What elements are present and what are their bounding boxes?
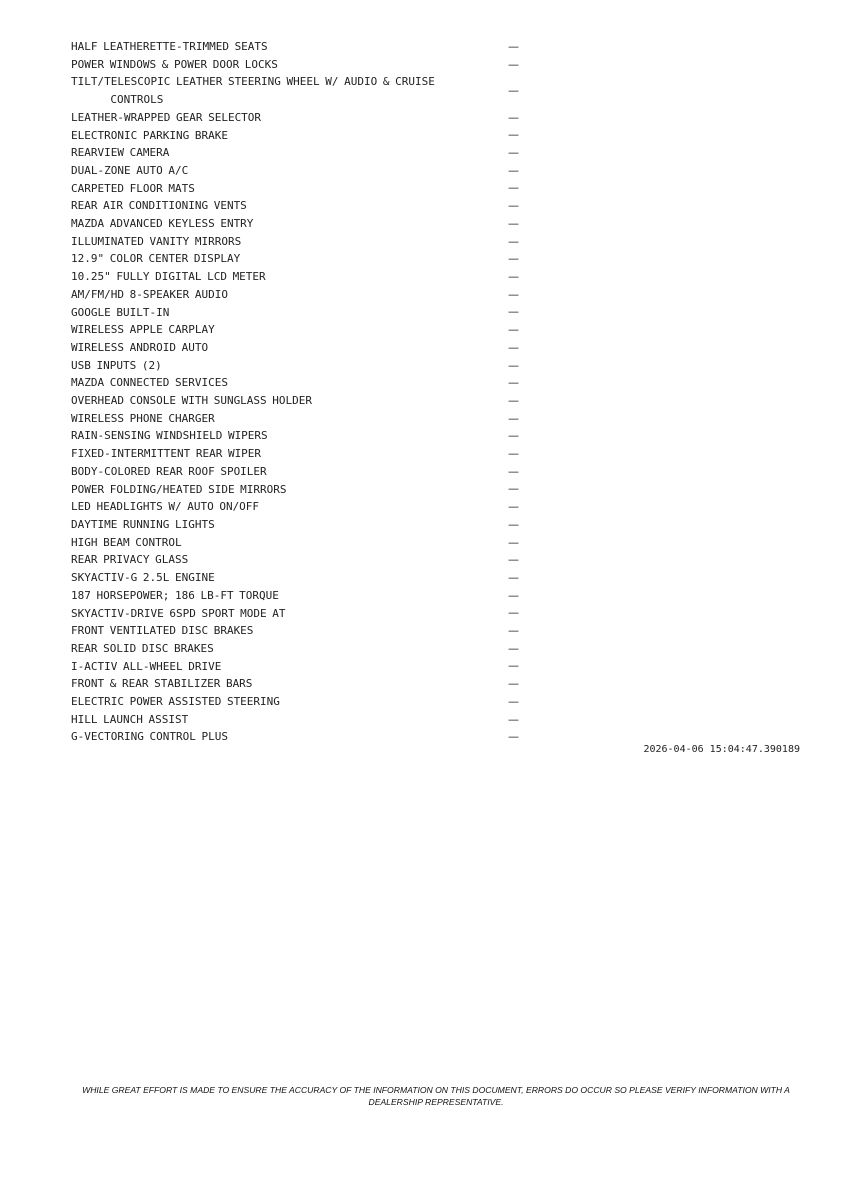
feature-name: I-ACTIV ALL-WHEEL DRIVE	[71, 659, 222, 673]
feature-value: —	[508, 571, 519, 585]
feature-value: —	[508, 376, 519, 390]
feature-name: REAR AIR CONDITIONING VENTS	[71, 199, 247, 213]
feature-name: WIRELESS APPLE CARPLAY	[71, 323, 215, 337]
feature-row	[71, 410, 521, 428]
feature-name: GOOGLE BUILT-IN	[71, 305, 170, 319]
feature-name: FRONT VENTILATED DISC BRAKES	[71, 624, 254, 638]
feature-value: —	[508, 305, 519, 319]
feature-value: —	[508, 252, 519, 266]
feature-value: —	[508, 146, 519, 160]
feature-row	[71, 658, 521, 676]
feature-value: —	[508, 181, 519, 195]
feature-name: MAZDA ADVANCED KEYLESS ENTRY	[71, 217, 254, 231]
feature-row	[71, 534, 521, 552]
feature-name: ELECTRONIC PARKING BRAKE	[71, 128, 228, 142]
feature-value: —	[508, 535, 519, 549]
feature-row	[71, 127, 521, 145]
feature-value: —	[508, 394, 519, 408]
feature-row	[71, 73, 521, 108]
feature-row	[71, 605, 521, 623]
feature-name: 12.9" COLOR CENTER DISPLAY	[71, 252, 241, 266]
feature-name: USB INPUTS (2)	[71, 358, 162, 372]
feature-name: ILLUMINATED VANITY MIRRORS	[71, 234, 242, 248]
feature-value: —	[508, 57, 519, 71]
feature-value: —	[508, 624, 519, 638]
feature-row	[71, 551, 521, 569]
feature-name: REAR SOLID DISC BRAKES	[71, 641, 214, 655]
feature-value: —	[508, 730, 519, 744]
feature-row	[71, 286, 521, 304]
feature-name: REAR PRIVACY GLASS	[71, 553, 189, 567]
feature-value: —	[508, 217, 519, 231]
feature-name: LEATHER-WRAPPED GEAR SELECTOR	[71, 110, 262, 124]
feature-value: —	[508, 199, 519, 213]
feature-value: —	[508, 677, 519, 691]
feature-value: —	[508, 606, 519, 620]
feature-row	[71, 38, 521, 56]
feature-row	[71, 215, 521, 233]
feature-name: CARPETED FLOOR MATS	[71, 181, 195, 195]
feature-name: DUAL-ZONE AUTO A/C	[71, 163, 189, 177]
feature-row	[71, 481, 521, 499]
feature-value: —	[508, 39, 519, 53]
feature-row	[71, 622, 521, 640]
feature-name: ELECTRIC POWER ASSISTED STEERING	[71, 695, 280, 709]
feature-name: DAYTIME RUNNING LIGHTS	[71, 517, 215, 531]
feature-value: —	[508, 588, 519, 602]
feature-name: FIXED-INTERMITTENT REAR WIPER	[71, 447, 262, 461]
feature-row	[71, 392, 521, 410]
feature-name: RAIN-SENSING WINDSHIELD WIPERS	[71, 429, 268, 443]
disclaimer: WHILE GREAT EFFORT IS MADE TO ENSURE THE ACCURACY OF THE INFORMATION ON THIS DOCUMENT, ERRORS DO OCCUR SO PLEASE VERIFY INFORMATION WITH A DEALERSHIP REPRESENTATIVE.	[82, 1085, 790, 1107]
feature-value: —	[508, 447, 519, 461]
feature-name: POWER FOLDING/HEATED SIDE MIRRORS	[71, 482, 287, 496]
feature-value: —	[508, 411, 519, 425]
feature-value: —	[508, 553, 519, 567]
feature-row	[71, 56, 521, 74]
feature-row	[71, 339, 521, 357]
feature-row	[71, 498, 521, 516]
feature-name: AM/FM/HD 8-SPEAKER AUDIO	[71, 287, 228, 301]
feature-row	[71, 374, 521, 392]
feature-row	[71, 640, 521, 658]
feature-value: —	[508, 323, 519, 337]
feature-row	[71, 109, 521, 127]
feature-value: —	[508, 270, 519, 284]
feature-value: —	[508, 340, 519, 354]
feature-row	[71, 321, 521, 339]
feature-name: POWER WINDOWS & POWER DOOR LOCKS	[71, 57, 278, 71]
feature-name: WIRELESS PHONE CHARGER	[71, 411, 215, 425]
feature-name: MAZDA CONNECTED SERVICES	[71, 376, 228, 390]
feature-row	[71, 711, 521, 729]
feature-value: —	[508, 712, 519, 726]
feature-value: —	[508, 517, 519, 531]
feature-name: HILL LAUNCH ASSIST	[71, 712, 189, 726]
feature-name: OVERHEAD CONSOLE WITH SUNGLASS HOLDER	[71, 394, 313, 408]
feature-row	[71, 445, 521, 463]
feature-name: HALF LEATHERETTE-TRIMMED SEATS	[71, 40, 268, 53]
feature-row	[71, 569, 521, 587]
feature-name: FRONT & REAR STABILIZER BARS	[71, 677, 253, 691]
feature-value: —	[508, 234, 519, 248]
feature-row	[71, 304, 521, 322]
feature-row	[71, 233, 521, 251]
feature-name: HIGH BEAM CONTROL	[71, 535, 182, 549]
feature-row	[71, 180, 521, 198]
feature-row	[71, 250, 521, 268]
feature-row	[71, 197, 521, 215]
feature-value: —	[508, 110, 519, 124]
feature-name: G-VECTORING CONTROL PLUS	[71, 730, 228, 744]
feature-value: —	[508, 128, 519, 142]
feature-row	[71, 463, 521, 481]
feature-list	[71, 38, 521, 746]
feature-value: —	[508, 500, 519, 514]
feature-value: —	[508, 695, 519, 709]
feature-row	[71, 675, 521, 693]
feature-row	[71, 693, 521, 711]
feature-name: 10.25" FULLY DIGITAL LCD METER	[71, 270, 266, 284]
feature-value: —	[508, 429, 519, 443]
feature-value: —	[508, 659, 519, 673]
feature-name: SKYACTIV-G 2.5L ENGINE	[71, 571, 215, 585]
feature-name: REARVIEW CAMERA	[71, 146, 170, 160]
feature-row	[71, 162, 521, 180]
feature-name: SKYACTIV-DRIVE 6SPD SPORT MODE AT	[71, 606, 286, 620]
feature-value: —	[508, 84, 519, 98]
feature-name: LED HEADLIGHTS W/ AUTO ON/OFF	[71, 500, 260, 514]
feature-value: —	[508, 163, 519, 177]
feature-name: TILT/TELESCOPIC LEATHER STEERING WHEEL W/ AUDIO & CRUISE CONTROLS	[71, 75, 435, 107]
timestamp: 2026-04-06 15:04:47.390189	[643, 744, 800, 755]
feature-row	[71, 357, 521, 375]
feature-value: —	[508, 287, 519, 301]
feature-value: —	[508, 641, 519, 655]
feature-value: —	[508, 482, 519, 496]
feature-row	[71, 427, 521, 445]
feature-row	[71, 587, 521, 605]
feature-value: —	[508, 358, 519, 372]
feature-name: BODY-COLORED REAR ROOF SPOILER	[71, 464, 267, 478]
feature-row	[71, 268, 521, 286]
feature-row	[71, 728, 521, 746]
feature-name: WIRELESS ANDROID AUTO	[71, 340, 209, 354]
feature-row	[71, 144, 521, 162]
feature-name: 187 HORSEPOWER; 186 LB-FT TORQUE	[71, 588, 279, 602]
feature-value: —	[508, 464, 519, 478]
feature-row	[71, 516, 521, 534]
